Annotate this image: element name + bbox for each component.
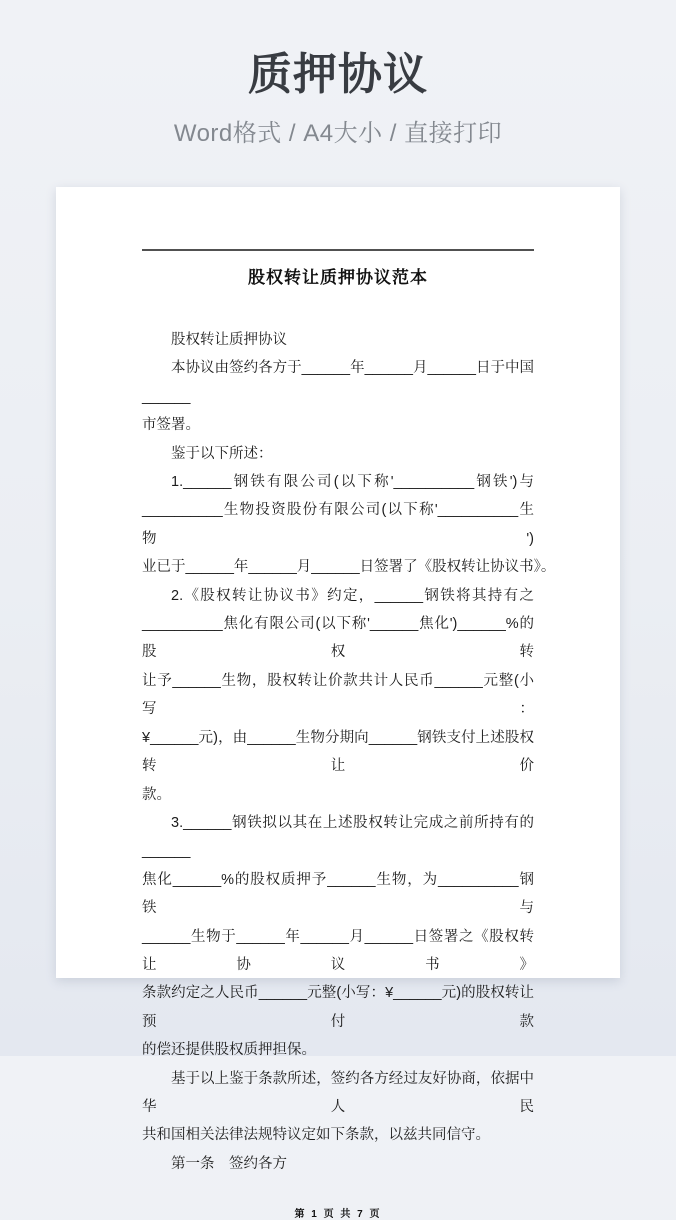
- document-line: 第一条 签约各方: [171, 1155, 287, 1172]
- document-line: ¥______元)，由______生物分期向______钢铁支付上述股权转让价: [142, 729, 534, 775]
- page-title: 质押协议: [248, 50, 428, 99]
- title-divider: [142, 249, 534, 251]
- document-body: [142, 326, 556, 1178]
- document-line: 的偿还提供股权质押担保。: [142, 1042, 316, 1059]
- document-line: 款。: [142, 786, 171, 803]
- document-line: 让予______生物，股权转让价款共计人民币______元整(小写：: [142, 672, 534, 718]
- document-title: 股权转让质押协议范本: [248, 268, 428, 287]
- document-line: 1.______钢铁有限公司(以下称'__________钢铁')与: [171, 474, 534, 491]
- document-line: 条款约定之人民币______元整(小写：¥______元)的股权转让预付款: [142, 985, 534, 1030]
- document-line: 共和国相关法律法规特议定如下条款，以兹共同信守。: [142, 1127, 490, 1144]
- document-line: 业已于______年______月______日签署了《股权转让协议书》。: [142, 559, 556, 576]
- document-line: 基于以上鉴于条款所述，签约各方经过友好协商，依据中华人民: [142, 1070, 534, 1115]
- document-line: 股权转让质押协议: [171, 332, 287, 348]
- document-line: 市签署。: [142, 417, 200, 434]
- page-subtitle: Word格式 / A4大小 / 直接打印: [173, 119, 503, 147]
- document-line: __________焦化有限公司(以下称'______焦化')______%的股权转: [142, 616, 534, 661]
- document-line: 焦化______%的股权质押予______生物，为__________钢铁与: [142, 871, 534, 917]
- document-line: 2.《股权转让协议书》约定，______钢铁将其持有之: [171, 587, 534, 604]
- document-line: ______生物于______年______月______日签署之《股权转让协议书》: [142, 928, 534, 973]
- document-line: 本协议由签约各方于______年______月______日于中国______: [142, 360, 534, 405]
- document-line: 鉴于以下所述：: [171, 445, 273, 462]
- page-number: 第 1 页 共 7 页: [294, 1209, 382, 1220]
- document-page: [56, 187, 620, 1220]
- header: [0, 0, 676, 148]
- document-line: 3.______钢铁拟以其在上述股权转让完成之前所持有的______: [142, 814, 534, 860]
- document-line: __________生物投资股份有限公司(以下称'__________生物'): [142, 502, 534, 547]
